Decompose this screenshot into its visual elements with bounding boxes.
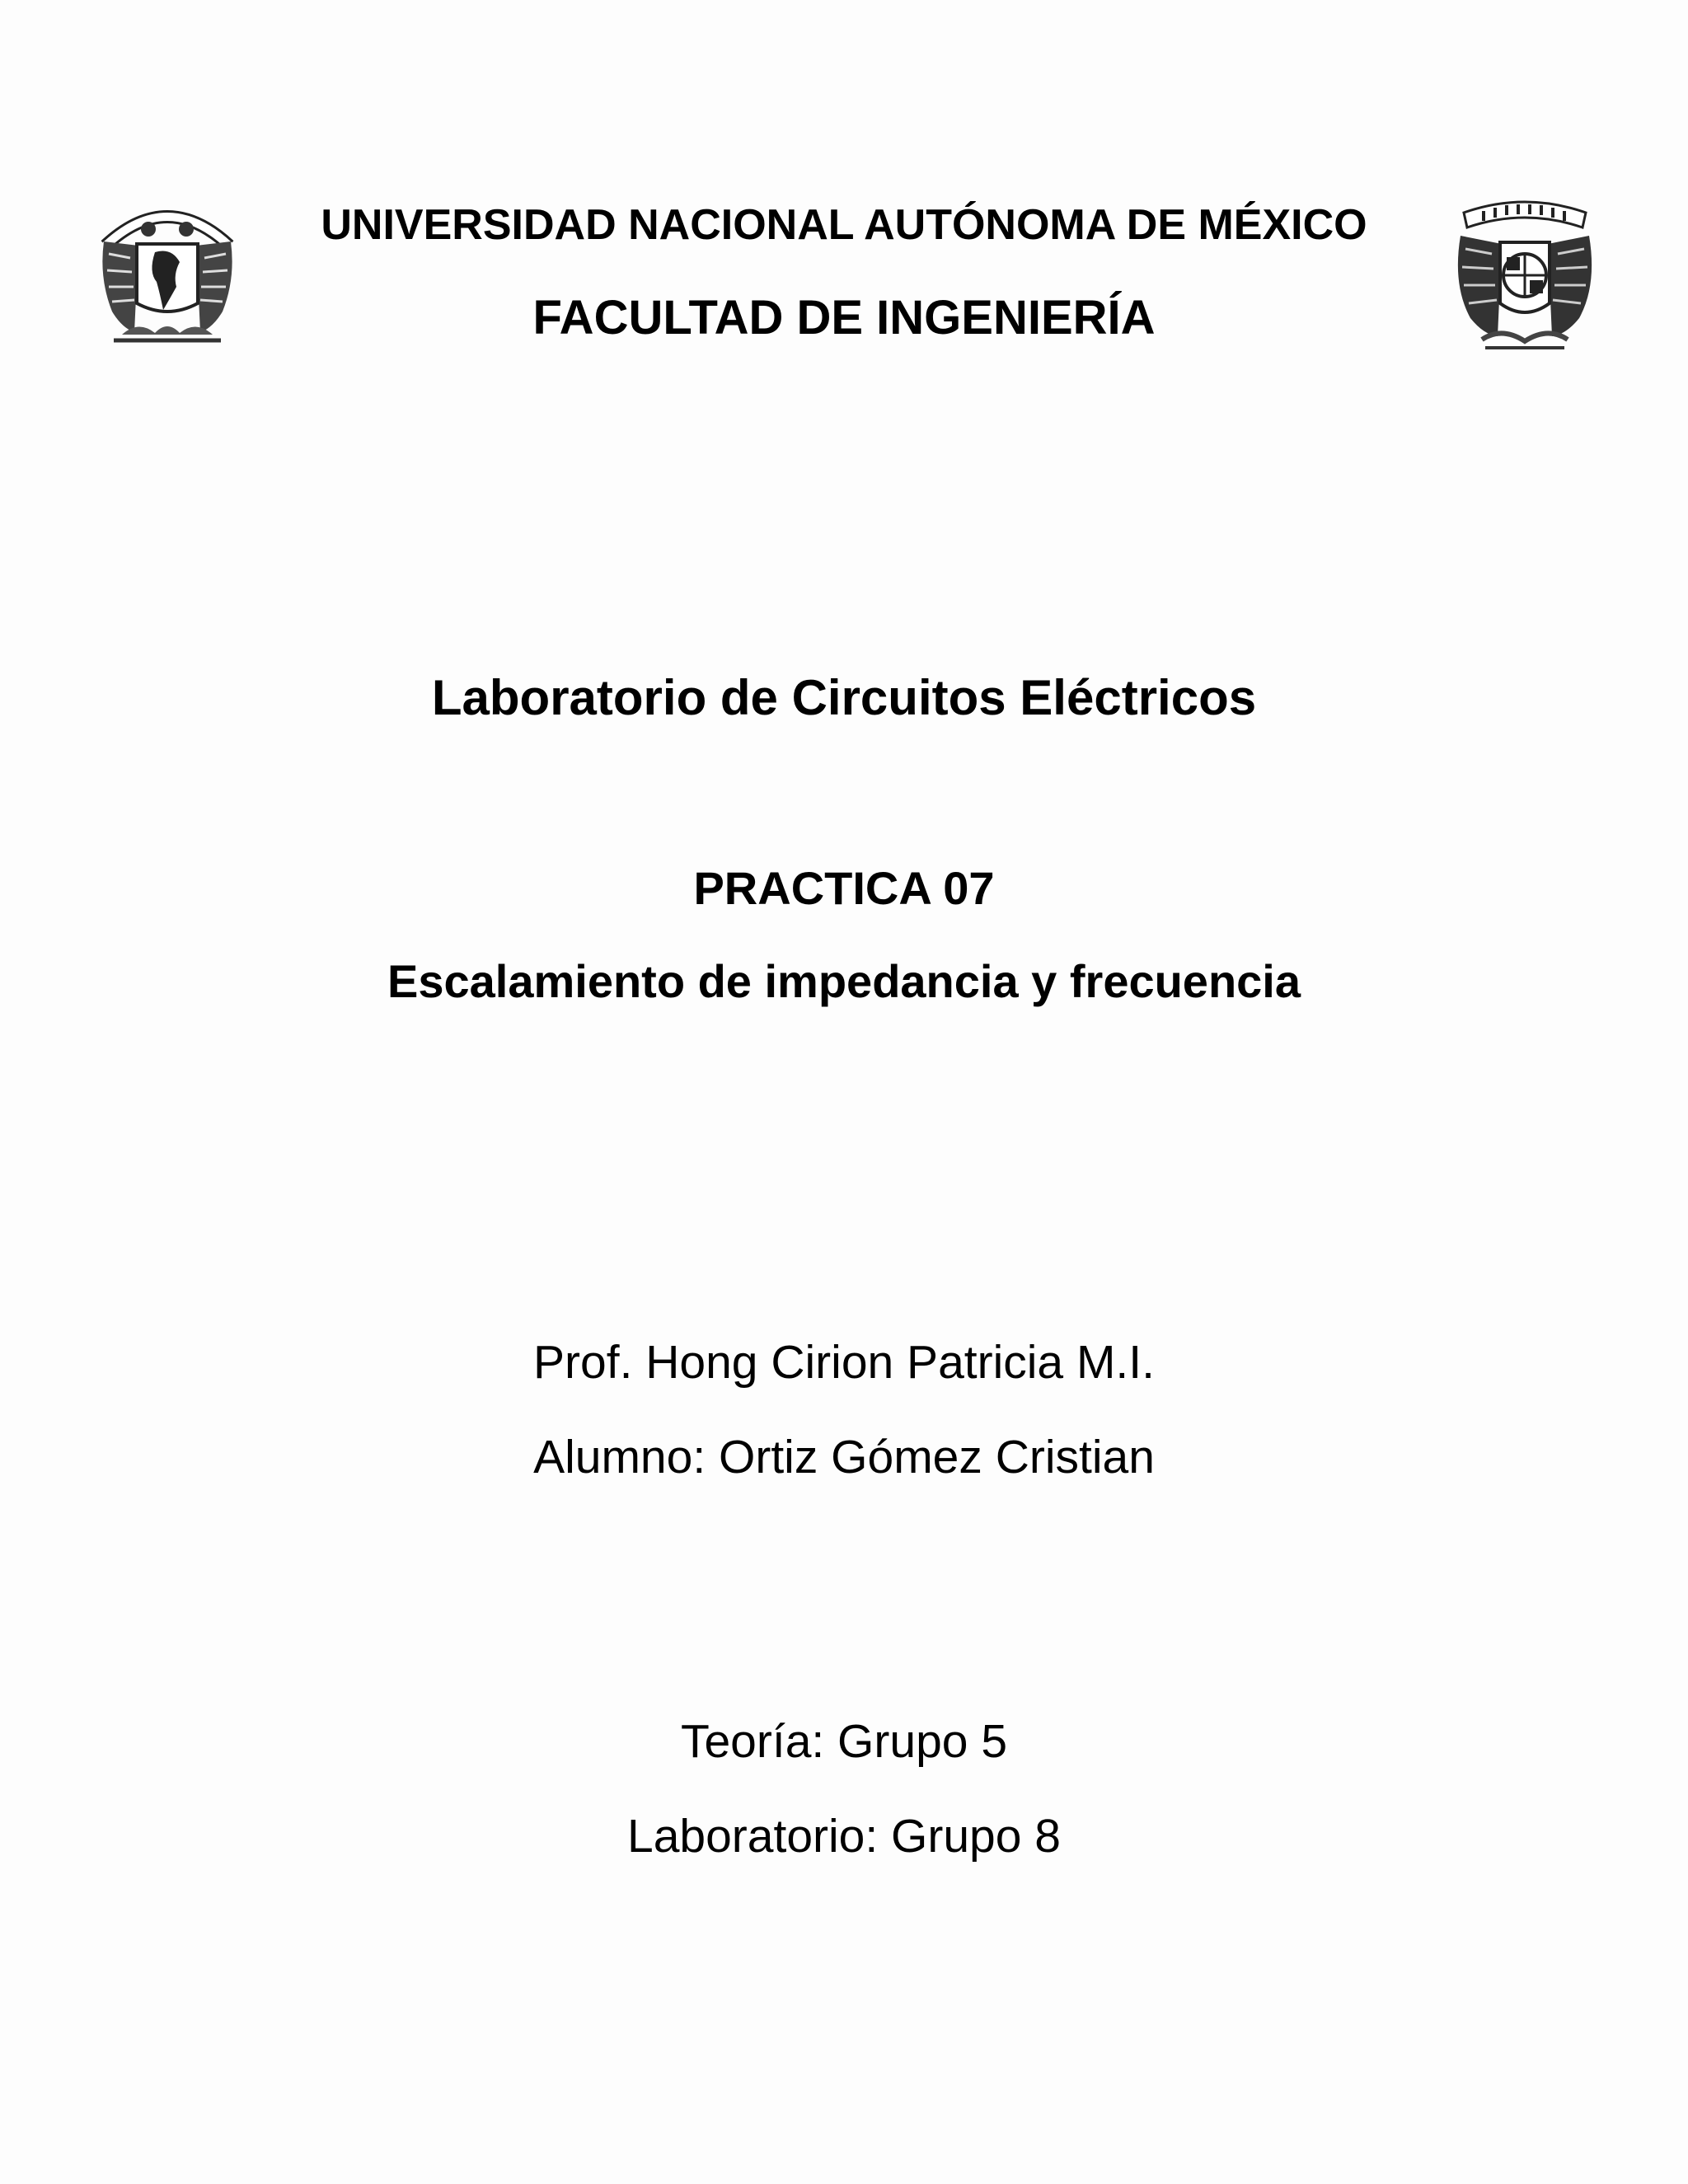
theory-group: Teoría: Grupo 5 bbox=[680, 1715, 1008, 1768]
course-title: Laboratorio de Circuitos Eléctricos bbox=[431, 670, 1257, 725]
professor-name: Prof. Hong Cirion Patricia M.I. bbox=[533, 1336, 1155, 1389]
lab-group: Laboratorio: Grupo 8 bbox=[627, 1810, 1061, 1863]
practice-topic: Escalamiento de impedancia y frecuencia bbox=[387, 955, 1301, 1007]
practice-number: PRACTICA 07 bbox=[693, 862, 995, 914]
student-name: Alumno: Ortiz Gómez Cristian bbox=[533, 1431, 1155, 1483]
faculty-name: FACULTAD DE INGENIERÍA bbox=[532, 291, 1156, 344]
university-name: UNIVERSIDAD NACIONAL AUTÓNOMA DE MÉXICO bbox=[321, 201, 1367, 249]
